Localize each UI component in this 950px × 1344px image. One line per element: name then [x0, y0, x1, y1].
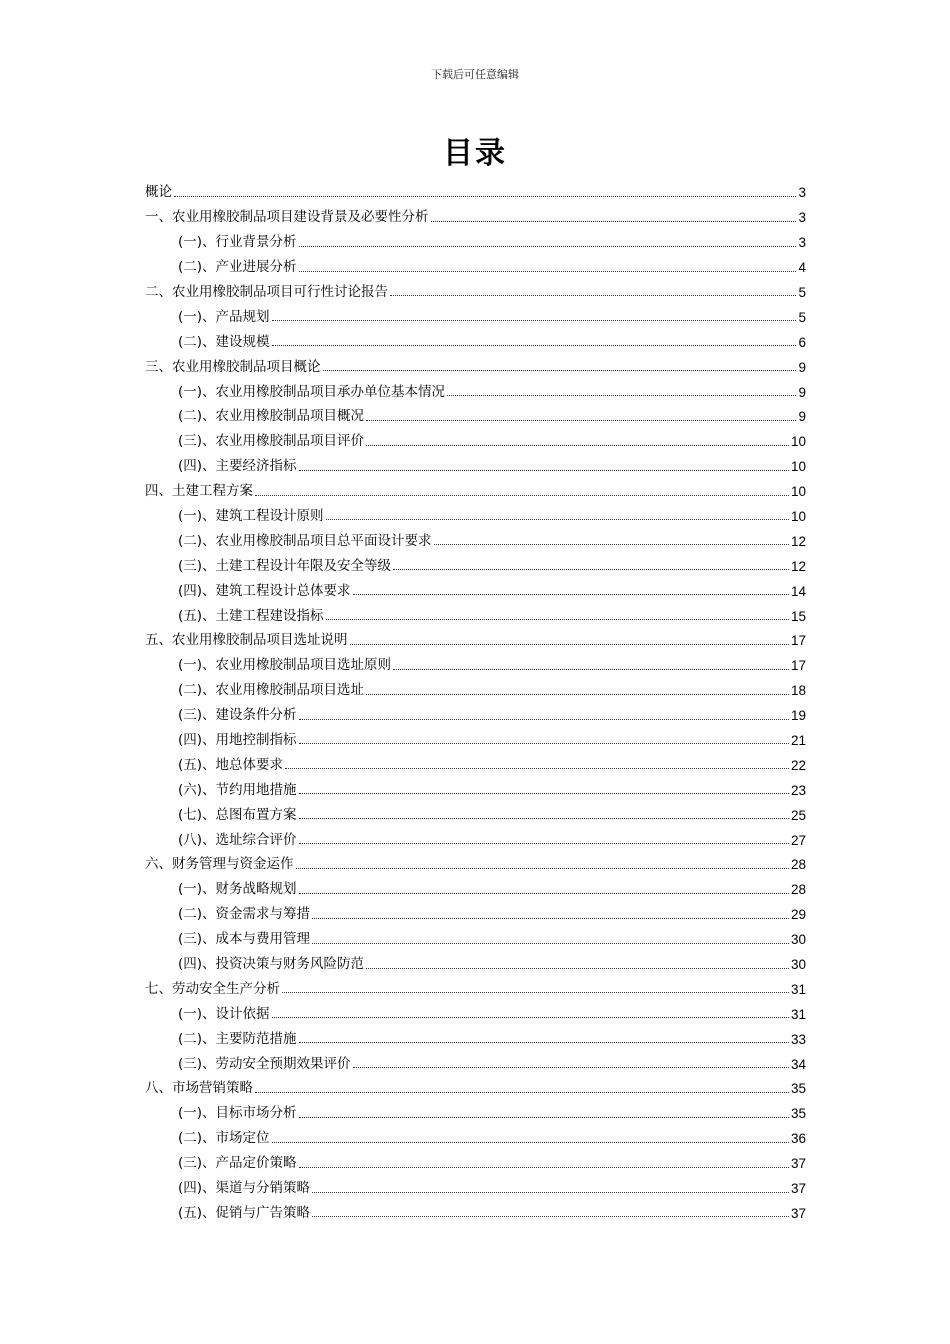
toc-leader-dots [282, 992, 789, 993]
toc-entry-label: (五)、地总体要求 [178, 756, 284, 773]
toc-entry[interactable] [145, 598, 806, 623]
toc-entry-page-number: 12 [790, 558, 806, 574]
toc-entry-label: (一)、农业用橡胶制品项目承办单位基本情况 [178, 383, 446, 400]
toc-entry-label: 一、农业用橡胶制品项目建设背景及必要性分析 [145, 209, 429, 226]
toc-entry-label: (四)、主要经济指标 [178, 458, 297, 475]
toc-entry[interactable] [145, 399, 806, 424]
page-title: 目录 [443, 136, 507, 171]
toc-entry[interactable] [145, 947, 806, 972]
toc-entry[interactable] [145, 872, 806, 897]
toc-entry-label: (五)、土建工程建设指标 [178, 607, 324, 624]
toc-entry-label: (五)、促销与广告策略 [178, 1204, 311, 1221]
toc-entry-label: (七)、总图布置方案 [178, 806, 297, 823]
toc-entry-page-number: 29 [790, 907, 806, 923]
toc-entry[interactable] [145, 275, 806, 300]
toc-leader-dots [366, 968, 789, 969]
toc-entry-page-number: 15 [790, 608, 806, 624]
toc-leader-dots [323, 370, 797, 371]
toc-entry[interactable] [145, 1121, 806, 1146]
toc-entry-page-number: 30 [790, 932, 806, 948]
toc-entry-page-number: 30 [790, 957, 806, 972]
toc-leader-dots [312, 918, 789, 919]
toc-leader-dots [390, 295, 796, 296]
toc-entry-page-number: 33 [790, 1031, 806, 1047]
toc-entry-page-number: 35 [790, 1106, 806, 1122]
toc-entry[interactable] [145, 449, 806, 474]
toc-leader-dots [299, 743, 789, 744]
toc-entry-label: (三)、建设条件分析 [178, 707, 297, 724]
toc-entry-page-number: 28 [790, 857, 806, 873]
toc-leader-dots [366, 445, 789, 446]
toc-leader-dots [299, 1117, 789, 1118]
toc-entry-label: (一)、财务战略规划 [178, 881, 297, 898]
toc-leader-dots [299, 893, 789, 894]
toc-entry[interactable] [145, 299, 806, 324]
toc-entry-page-number: 37 [790, 1156, 806, 1172]
toc-entry-page-number: 10 [790, 508, 806, 524]
toc-entry-label: 概论 [145, 184, 172, 201]
toc-entry[interactable] [145, 922, 806, 947]
toc-leader-dots [353, 1067, 789, 1068]
toc-entry[interactable] [145, 1096, 806, 1121]
toc-entry[interactable] [145, 747, 806, 772]
toc-entry-page-number: 21 [790, 732, 806, 748]
toc-entry[interactable] [145, 648, 806, 673]
toc-entry-page-number: 9 [798, 384, 806, 400]
toc-leader-dots [326, 519, 789, 520]
toc-leader-dots [312, 943, 789, 944]
toc-entry-label: 七、劳动安全生产分析 [145, 980, 280, 997]
toc-entry[interactable] [145, 548, 806, 573]
toc-entry[interactable] [145, 698, 806, 723]
toc-entry[interactable] [145, 200, 806, 225]
toc-entry[interactable] [145, 1021, 806, 1046]
toc-entry-page-number: 31 [790, 981, 806, 997]
toc-entry-label: 二、农业用橡胶制品项目可行性讨论报告 [145, 283, 388, 300]
toc-entry[interactable] [145, 897, 806, 922]
toc-entry-label: (二)、产业进展分析 [178, 259, 297, 276]
toc-entry-page-number: 31 [790, 1006, 806, 1022]
toc-entry-label: (二)、农业用橡胶制品项目选址 [178, 682, 365, 699]
toc-entry[interactable] [145, 1171, 806, 1196]
toc-leader-dots [296, 868, 789, 869]
toc-leader-dots [353, 594, 789, 595]
toc-leader-dots [366, 420, 796, 421]
toc-entry-page-number: 3 [798, 185, 806, 201]
toc-leader-dots [299, 818, 789, 819]
toc-leader-dots [272, 1142, 789, 1143]
toc-entry[interactable] [145, 797, 806, 822]
toc-leader-dots [393, 569, 789, 570]
toc-leader-dots [312, 1192, 789, 1193]
toc-entry[interactable] [145, 772, 806, 797]
toc-entry[interactable] [145, 374, 806, 399]
toc-entry-label: (四)、建筑工程设计总体要求 [178, 582, 351, 599]
toc-entry-label: 六、财务管理与资金运作 [145, 856, 294, 873]
toc-entry[interactable] [145, 1196, 806, 1221]
toc-leader-dots [326, 619, 789, 620]
toc-entry-label: (一)、产品规划 [178, 308, 270, 325]
toc-entry-label: 四、土建工程方案 [145, 483, 253, 500]
toc-entry-label: (四)、渠道与分销策略 [178, 1180, 311, 1197]
toc-entry[interactable] [145, 523, 806, 548]
toc-leader-dots [393, 669, 789, 670]
toc-entry-label: (六)、节约用地措施 [178, 781, 297, 798]
toc-leader-dots [447, 395, 796, 396]
toc-entry[interactable] [145, 225, 806, 250]
toc-leader-dots [312, 1216, 789, 1217]
toc-entry-label: (三)、成本与费用管理 [178, 931, 311, 948]
toc-entry[interactable] [145, 1071, 806, 1096]
toc-leader-dots [299, 793, 789, 794]
toc-entry-label: (四)、投资决策与财务风险防范 [178, 956, 365, 972]
toc-entry-label: (二)、农业用橡胶制品项目总平面设计要求 [178, 532, 432, 549]
toc-entry-page-number: 9 [798, 409, 806, 425]
toc-entry[interactable] [145, 573, 806, 598]
toc-entry-page-number: 5 [798, 284, 806, 300]
toc-entry-page-number: 17 [790, 658, 806, 674]
toc-entry[interactable] [145, 1146, 806, 1171]
toc-entry[interactable] [145, 175, 806, 200]
toc-entry-page-number: 5 [798, 309, 806, 325]
toc-entry-page-number: 25 [790, 807, 806, 823]
toc-entry-page-number: 37 [790, 1181, 806, 1197]
toc-leader-dots [272, 320, 797, 321]
toc-entry[interactable] [145, 324, 806, 349]
toc-entry-page-number: 18 [790, 683, 806, 699]
toc-entry-page-number: 34 [790, 1056, 806, 1072]
toc-entry-label: 五、农业用橡胶制品项目选址说明 [145, 632, 348, 649]
toc-entry-label: (一)、农业用橡胶制品项目选址原则 [178, 657, 392, 674]
toc-entry[interactable] [145, 474, 806, 499]
toc-entry-page-number: 4 [798, 260, 806, 276]
toc-leader-dots [255, 1092, 789, 1093]
toc-leader-dots [350, 644, 789, 645]
toc-leader-dots [434, 544, 789, 545]
toc-leader-dots [299, 843, 789, 844]
toc-entry-label: (三)、土建工程设计年限及安全等级 [178, 557, 392, 574]
toc-leader-dots [366, 694, 789, 695]
toc-entry-label: (二)、资金需求与筹措 [178, 906, 311, 923]
toc-leader-dots [272, 1017, 789, 1018]
toc-entry[interactable] [145, 723, 806, 748]
toc-entry-label: (三)、产品定价策略 [178, 1155, 297, 1172]
toc-entry-label: (一)、目标市场分析 [178, 1105, 297, 1122]
toc-entry[interactable] [145, 349, 806, 374]
toc-entry-page-number: 3 [798, 210, 806, 226]
toc-entry-label: (一)、行业背景分析 [178, 234, 297, 251]
toc-entry-page-number: 3 [798, 235, 806, 251]
toc-entry-label: (二)、建设规模 [178, 333, 270, 350]
toc-entry-page-number: 10 [790, 484, 806, 500]
toc-entry-label: (一)、建筑工程设计原则 [178, 507, 324, 524]
toc-entry[interactable] [145, 673, 806, 698]
toc-leader-dots [299, 470, 789, 471]
toc-entry-page-number: 27 [790, 832, 806, 848]
toc-entry[interactable] [145, 499, 806, 524]
toc-entry[interactable] [145, 972, 806, 997]
table-of-contents [145, 175, 806, 1220]
toc-entry[interactable] [145, 822, 806, 847]
toc-leader-dots [272, 345, 797, 346]
toc-entry-page-number: 14 [790, 583, 806, 599]
toc-entry-page-number: 12 [790, 533, 806, 549]
toc-entry-label: 八、市场营销策略 [145, 1080, 253, 1097]
toc-entry-label: 三、农业用橡胶制品项目概论 [145, 358, 321, 375]
toc-leader-dots [174, 196, 796, 197]
toc-entry-label: (二)、市场定位 [178, 1130, 270, 1147]
toc-leader-dots [299, 1042, 789, 1043]
toc-entry-label: (八)、选址综合评价 [178, 831, 297, 848]
toc-entry-page-number: 6 [798, 334, 806, 350]
toc-entry-page-number: 9 [798, 359, 806, 375]
toc-leader-dots [299, 271, 797, 272]
toc-leader-dots [299, 1167, 789, 1168]
toc-entry-page-number: 17 [790, 633, 806, 649]
toc-entry[interactable] [145, 847, 806, 872]
toc-entry[interactable] [145, 996, 806, 1021]
toc-entry-label: (四)、用地控制指标 [178, 731, 297, 748]
toc-entry-page-number: 22 [790, 757, 806, 773]
toc-entry[interactable] [145, 250, 806, 275]
toc-entry-page-number: 35 [790, 1081, 806, 1097]
toc-entry-page-number: 28 [790, 882, 806, 898]
toc-entry[interactable] [145, 1046, 806, 1071]
toc-entry-label: (三)、农业用橡胶制品项目评价 [178, 433, 365, 450]
page-header: 下载后可任意编辑 [431, 68, 519, 81]
toc-entry-label: (二)、主要防范措施 [178, 1030, 297, 1047]
toc-leader-dots [285, 768, 789, 769]
toc-leader-dots [431, 221, 797, 222]
toc-entry-page-number: 19 [790, 708, 806, 724]
toc-entry-page-number: 36 [790, 1131, 806, 1147]
toc-entry-page-number: 23 [790, 782, 806, 798]
toc-entry-label: (三)、劳动安全预期效果评价 [178, 1055, 351, 1072]
toc-leader-dots [299, 246, 797, 247]
toc-leader-dots [255, 495, 789, 496]
toc-entry-page-number: 10 [790, 459, 806, 475]
toc-leader-dots [299, 719, 789, 720]
toc-entry-label: (一)、设计依据 [178, 1005, 270, 1022]
toc-entry-page-number: 37 [790, 1205, 806, 1221]
toc-entry[interactable] [145, 623, 806, 648]
toc-entry[interactable] [145, 424, 806, 449]
toc-entry-page-number: 10 [790, 434, 806, 450]
toc-entry-label: (二)、农业用橡胶制品项目概况 [178, 408, 365, 425]
